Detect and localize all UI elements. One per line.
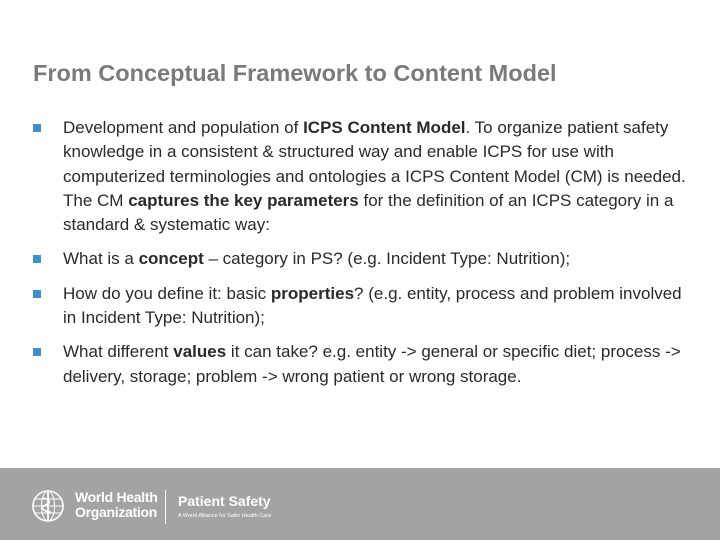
- bullet-text-bold: values: [173, 342, 227, 362]
- bullet-text-segment: How do you define it: basic: [63, 283, 271, 303]
- bullet-text-segment: . To organize patient safety knowledge in a consistent & structured way and enable ICPS for use with computerized terminologies and ontologies a ICPS Content Model (CM) is needed. The CM: [63, 118, 686, 210]
- slide-title: From Conceptual Framework to Content Model: [33, 60, 557, 86]
- bullet-text-segment: it can take? e.g. entity -> general or specific diet; process -> delivery, storage; problem -> wrong patient or wrong storage.: [63, 342, 681, 386]
- square-bullet-icon: [33, 290, 41, 298]
- program-tagline: A World Alliance for Safer Health Care: [178, 513, 272, 519]
- bullet-text-bold: concept: [138, 249, 204, 269]
- bullet-text-segment: What different: [63, 342, 174, 362]
- bullet-text-segment: What is a: [63, 249, 139, 269]
- bullet-item: [33, 116, 693, 237]
- square-bullet-icon: [33, 124, 41, 132]
- bullet-text-bold: properties: [270, 283, 355, 303]
- bullet-text-segment: ? (e.g. entity, process and problem involved in Incident Type: Nutrition);: [63, 283, 682, 328]
- who-emblem-icon: [30, 488, 66, 524]
- program-title: Patient Safety: [178, 493, 271, 509]
- square-bullet-icon: [33, 255, 41, 263]
- who-wordmark: [75, 490, 157, 520]
- bullet-text-segment: Development and population of: [63, 118, 304, 137]
- org-name-line1: World Health: [75, 489, 158, 505]
- org-name-line2: Organization: [75, 504, 157, 520]
- bullet-item: [33, 340, 693, 389]
- bullet-item: [33, 247, 693, 271]
- bullet-list: [33, 116, 693, 389]
- square-bullet-icon: [33, 348, 41, 356]
- bullet-text-bold: captures the key parameters: [128, 190, 359, 210]
- bullet-text-bold: ICPS Content Model: [303, 118, 466, 137]
- footer-divider: [165, 490, 166, 524]
- bullet-text-segment: – category in PS? (e.g. Incident Type: Nutrition);: [203, 249, 571, 269]
- bullet-item: [33, 282, 693, 331]
- bullet-text-segment: for the definition of an ICPS category in a standard & systematic way:: [63, 190, 674, 235]
